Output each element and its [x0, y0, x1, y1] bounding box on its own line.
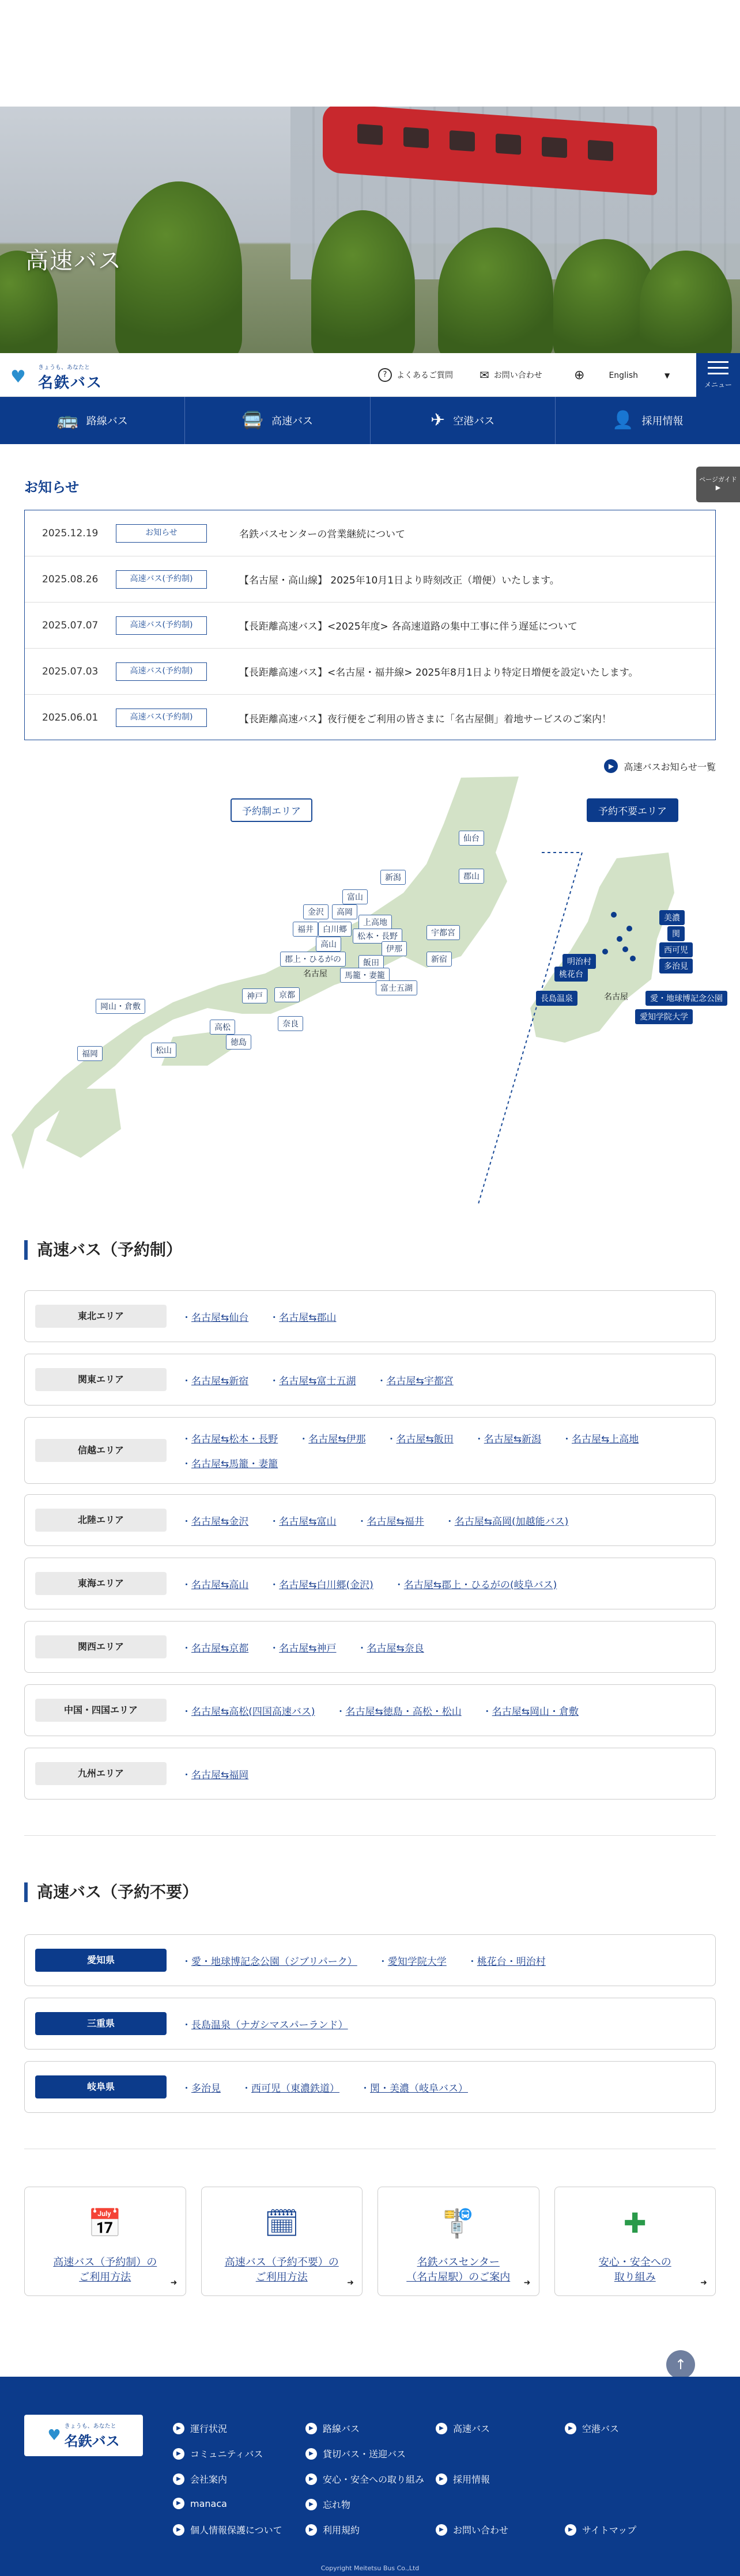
notice-row[interactable]	[25, 556, 715, 603]
map-city[interactable]: 奈良	[278, 1016, 303, 1031]
route-link[interactable]: ・ 愛知学院大学	[378, 1953, 447, 1968]
map-city[interactable]: 愛・地球博記念公園	[645, 991, 727, 1006]
map-city-nagoya: 名古屋	[303, 969, 327, 979]
route-area-row	[24, 1621, 716, 1673]
route-area-row	[24, 1998, 716, 2050]
safety-icon: ✚	[623, 2207, 647, 2240]
route-link[interactable]: ・ 名古屋⇆岡山・倉敷	[482, 1703, 579, 1718]
route-area-label: 九州エリア	[35, 1762, 167, 1785]
arrow-right-icon: ▶	[173, 2448, 184, 2460]
route-area-label-wrap	[25, 1439, 157, 1462]
notice-more-label: 高速バスお知らせ一覧	[624, 761, 716, 772]
route-area-row	[24, 1748, 716, 1800]
map-city[interactable]: 郡上・ひるがの	[280, 952, 346, 967]
map-city[interactable]: 宇都宮	[426, 925, 460, 940]
map-city[interactable]: 新潟	[380, 870, 406, 885]
route-link[interactable]: ・ 名古屋⇆福井	[357, 1513, 424, 1528]
map-city[interactable]: 桃花台	[554, 967, 588, 982]
route-link[interactable]: ・ 名古屋⇆伊那	[299, 1431, 365, 1445]
person-icon: 👤	[612, 410, 634, 430]
route-links	[157, 1577, 715, 1591]
mail-icon: ✉	[480, 368, 489, 382]
notice-date: 2025.06.01	[42, 712, 99, 723]
route-link[interactable]: ・ 多治見	[182, 2080, 221, 2094]
caret-down-icon: ▼	[665, 371, 670, 380]
arrow-right-icon: ▶	[173, 2524, 184, 2536]
nav-item-airport-bus[interactable]	[371, 397, 556, 444]
language-label: English	[609, 370, 638, 380]
route-area-label-wrap	[25, 1572, 157, 1595]
notice-row[interactable]	[25, 603, 715, 649]
route-area-row	[24, 1290, 716, 1342]
japan-map-shape	[0, 766, 740, 1204]
route-area-label: 三重県	[35, 2012, 167, 2035]
arrow-up-icon: ↑	[674, 2357, 687, 2373]
route-link[interactable]: ・ 名古屋⇆飯田	[387, 1431, 454, 1445]
map-city[interactable]: 高山	[316, 937, 341, 952]
route-area-label: 愛知県	[35, 1949, 167, 1972]
page-title: 高速バス	[25, 248, 122, 274]
site-footer	[0, 2377, 740, 2576]
map-city[interactable]: 飯田	[358, 955, 384, 970]
guide-card[interactable]	[554, 2187, 716, 2296]
footer-link-label: 忘れ物	[323, 2499, 351, 2510]
map-city[interactable]: 馬籠・妻籠	[340, 968, 390, 983]
hero-bush	[311, 210, 415, 353]
route-link[interactable]: ・ 名古屋⇆奈良	[357, 1640, 424, 1654]
nav-label: 路線バス	[86, 415, 128, 427]
route-link[interactable]: ・ 名古屋⇆富士五湖	[269, 1373, 356, 1387]
card-text: ご利用方法	[79, 2271, 131, 2283]
route-links	[157, 1373, 715, 1387]
route-links	[157, 1431, 715, 1470]
unreserved-area-label: 予約不要エリア	[587, 798, 678, 822]
footer-link[interactable]	[436, 2523, 508, 2536]
map-city[interactable]: 富士五湖	[376, 980, 417, 995]
site-logo[interactable]	[10, 362, 103, 392]
route-links	[157, 1513, 715, 1528]
map-city[interactable]: 美濃	[659, 910, 685, 925]
notice-title: 【名古屋・高山線】 2025年10月1日より時刻改正（増便）いたします。	[239, 575, 560, 586]
notice-title: 名鉄バスセンターの営業継続について	[239, 529, 405, 540]
notice-title: 【長距離高速バス】<名古屋・福井線> 2025年8月1日より特定日増便を設定いたします。	[239, 667, 639, 679]
footer-link-label: 採用情報	[453, 2474, 490, 2485]
footer-link[interactable]	[436, 2422, 490, 2435]
contact-label: お問い合わせ	[493, 371, 542, 380]
notice-date: 2025.12.19	[42, 527, 99, 539]
map-city[interactable]: 仙台	[459, 831, 484, 846]
calendar-icon: 📅	[88, 2207, 123, 2240]
route-area-label-wrap	[25, 1368, 157, 1391]
hamburger-icon	[708, 361, 728, 375]
route-area-label: 北陸エリア	[35, 1509, 167, 1532]
route-area-row	[24, 2061, 716, 2113]
route-link[interactable]: ・ 名古屋⇆神戸	[269, 1640, 336, 1654]
route-area-label-wrap	[25, 1509, 157, 1532]
footer-link-label: お問い合わせ	[453, 2525, 509, 2536]
map-city[interactable]: 高岡	[332, 904, 357, 919]
map-city[interactable]: 関	[667, 926, 685, 941]
nav-item-route-bus[interactable]	[0, 397, 185, 444]
footer-link[interactable]	[436, 2472, 490, 2486]
route-area-label-wrap	[25, 2075, 157, 2098]
hero-bush	[115, 181, 242, 353]
map-city[interactable]: 明治村	[562, 954, 596, 969]
route-links	[157, 1953, 715, 1968]
map-city[interactable]: 福井	[293, 922, 318, 937]
arrow-right-icon: ▶	[436, 2423, 447, 2434]
arrow-right-icon: ▶	[173, 2498, 184, 2509]
map-city[interactable]: 神戸	[242, 988, 267, 1003]
card-text: ご利用方法	[255, 2271, 308, 2283]
route-link[interactable]: ・ 名古屋⇆馬籠・妻籠	[182, 1456, 278, 1470]
footer-link-label: 利用規約	[323, 2525, 360, 2536]
notice-category: 高速バス(予約制)	[116, 616, 207, 635]
route-area-label-wrap	[25, 1305, 157, 1328]
footer-link-label: サイトマップ	[582, 2525, 637, 2536]
notice-category: 高速バス(予約制)	[116, 709, 207, 727]
footer-link[interactable]	[173, 2422, 227, 2435]
footer-link[interactable]	[565, 2523, 636, 2536]
footer-link-label: 安心・安全への取り組み	[323, 2474, 425, 2485]
map-city[interactable]: 多治見	[659, 959, 693, 973]
site-header	[0, 353, 740, 397]
route-link[interactable]: ・ 名古屋⇆徳島・高松・松山	[336, 1703, 462, 1718]
question-icon: ?	[378, 368, 392, 382]
footer-link-label: 会社案内	[190, 2474, 228, 2485]
route-link[interactable]: ・ 名古屋⇆金沢	[182, 1513, 248, 1528]
play-icon: ▶	[715, 484, 721, 491]
route-area-row	[24, 1494, 716, 1546]
footer-link[interactable]	[173, 2447, 263, 2460]
logo-name: 名鉄バス	[38, 374, 103, 392]
notice-date: 2025.08.26	[42, 573, 99, 585]
route-link[interactable]: ・ 名古屋⇆郡上・ひるがの(岐阜バス)	[394, 1577, 557, 1591]
hero-bush	[438, 228, 553, 353]
language-select[interactable]	[574, 368, 670, 382]
arrow-right-icon: ▶	[604, 759, 618, 773]
faq-link[interactable]	[378, 368, 453, 382]
route-link[interactable]: ・ 長島温泉（ナガシマスパーランド）	[182, 2017, 348, 2031]
route-link[interactable]: ・ 名古屋⇆宇都宮	[377, 1373, 454, 1387]
footer-link-label: 空港バス	[582, 2423, 620, 2434]
map-city[interactable]: 新宿	[426, 952, 452, 967]
arrow-right-icon: ▶	[565, 2423, 576, 2434]
map-city[interactable]: 高松	[210, 1020, 235, 1035]
route-links	[157, 1640, 715, 1654]
route-area-label-wrap	[25, 1762, 157, 1785]
nav-label: 採用情報	[641, 415, 684, 427]
footer-link[interactable]	[173, 2498, 227, 2509]
notice-row[interactable]	[25, 649, 715, 695]
map-city[interactable]: 松山	[151, 1043, 176, 1058]
guide-card[interactable]	[24, 2187, 186, 2296]
arrow-right-icon: ▶	[305, 2524, 317, 2536]
route-link[interactable]: ・ 愛・地球博記念公園（ジブリパーク）	[182, 1953, 357, 1968]
nav-label: 空港バス	[453, 415, 495, 427]
route-area-label: 中国・四国エリア	[35, 1699, 167, 1722]
arrow-right-icon: ▶	[305, 2423, 317, 2434]
notice-category: 高速バス(予約制)	[116, 570, 207, 589]
footer-link[interactable]	[305, 2422, 360, 2435]
copyright: Copyright Meitetsu Bus Co.,Ltd	[320, 2564, 420, 2572]
menu-button[interactable]	[696, 353, 740, 397]
route-link[interactable]: ・ 名古屋⇆新潟	[474, 1431, 541, 1445]
route-area-label-wrap	[25, 1635, 157, 1658]
arrow-right-icon: ▶	[436, 2473, 447, 2485]
notice-row[interactable]	[25, 695, 715, 741]
route-area-row	[24, 1417, 716, 1484]
notice-date: 2025.07.07	[42, 619, 99, 631]
route-link[interactable]: ・ 名古屋⇆高松(四国高速バス)	[182, 1703, 315, 1718]
arrow-icon: ➜	[700, 2278, 707, 2287]
route-link[interactable]: ・ 名古屋⇆松本・長野	[182, 1431, 278, 1445]
notice-title: 【長距離高速バス】夜行便をご利用の皆さまに「名古屋側」着地サービスのご案内！	[239, 713, 611, 725]
divider	[24, 1835, 716, 1836]
footer-link-label: 高速バス	[453, 2423, 490, 2434]
nav-item-recruit[interactable]	[556, 397, 740, 444]
footer-link-label: 個人情報保護について	[190, 2525, 282, 2536]
map-city[interactable]: 徳島	[226, 1035, 251, 1050]
route-link[interactable]: ・ 名古屋⇆高山	[182, 1577, 248, 1591]
arrow-icon: ➜	[523, 2278, 531, 2287]
logo-tagline: きょうも、あなたと	[38, 365, 90, 371]
map-city[interactable]: 富山	[342, 889, 368, 904]
route-area-label: 関東エリア	[35, 1368, 167, 1391]
route-links	[157, 2017, 715, 2031]
arrow-right-icon: ▶	[173, 2473, 184, 2485]
map-city[interactable]: 長島温泉	[536, 991, 577, 1006]
nav-item-highway-bus[interactable]	[185, 397, 370, 444]
coach-icon: 🚍	[241, 410, 264, 430]
map-city[interactable]: 白川郷	[318, 922, 352, 937]
arrow-right-icon: ▶	[436, 2524, 447, 2536]
route-links	[157, 1703, 715, 1718]
route-link[interactable]: ・ 名古屋⇆福岡	[182, 1767, 248, 1781]
map-city[interactable]: 福岡	[77, 1046, 103, 1061]
route-link[interactable]: ・ 桃花台・明治村	[467, 1953, 546, 1968]
route-area-label: 信越エリア	[35, 1439, 167, 1462]
reserved-area-label: 予約制エリア	[231, 798, 312, 822]
route-link[interactable]: ・ 名古屋⇆郡山	[269, 1309, 336, 1324]
map-city[interactable]: 上高地	[358, 915, 392, 930]
route-area-label: 関西エリア	[35, 1635, 167, 1658]
footer-logo-tagline: きょうも、あなたと	[64, 2423, 116, 2430]
card-text: 安心・安全への	[598, 2256, 671, 2268]
route-area-label-wrap	[25, 2012, 157, 2035]
map-city-nagoya: 名古屋	[604, 992, 628, 1002]
arrow-icon: ➜	[170, 2278, 178, 2287]
not-required-icon: 🗓	[264, 2207, 300, 2240]
footer-link-label: コミュニティバス	[190, 2449, 263, 2460]
logo-heart-icon: ♥	[47, 2427, 61, 2444]
route-area-label: 岐阜県	[35, 2075, 167, 2098]
route-area-label-wrap	[25, 1949, 157, 1972]
route-link[interactable]: ・ 名古屋⇆仙台	[182, 1309, 248, 1324]
notice-heading: お知らせ	[24, 479, 80, 495]
footer-link[interactable]	[173, 2472, 227, 2486]
notice-category: お知らせ	[116, 524, 207, 543]
map-city[interactable]: 西可児	[659, 942, 693, 957]
page-guide-button[interactable]	[696, 467, 740, 502]
arrow-right-icon: ▶	[305, 2448, 317, 2460]
route-area-label-wrap	[25, 1699, 157, 1722]
footer-link-label: 貸切バス・送迎バス	[323, 2449, 406, 2460]
route-link[interactable]: ・ 名古屋⇆白川郷(金沢)	[269, 1577, 373, 1591]
map-city[interactable]: 郡山	[459, 869, 484, 884]
arrow-icon: ➜	[347, 2278, 354, 2287]
route-link[interactable]: ・ 名古屋⇆上高地	[562, 1431, 639, 1445]
route-area-row	[24, 1684, 716, 1736]
logo-heart-icon: ♥	[10, 367, 26, 387]
reserved-heading: 高速バス（予約制）	[24, 1240, 182, 1260]
footer-link-label: manaca	[190, 2498, 227, 2509]
guide-cards	[24, 2187, 716, 2296]
arrow-right-icon: ▶	[305, 2499, 317, 2510]
route-links	[157, 1767, 715, 1781]
route-links	[157, 1309, 715, 1324]
footer-link-label: 運行状況	[190, 2423, 228, 2434]
global-nav	[0, 397, 740, 444]
notice-list	[24, 510, 716, 740]
map-city[interactable]: 岡山・倉敷	[96, 999, 145, 1014]
footer-link[interactable]	[305, 2447, 406, 2460]
route-link[interactable]: ・ 名古屋⇆高岡(加越能バス)	[445, 1513, 569, 1528]
card-text: 取り組み	[614, 2271, 656, 2283]
map-city[interactable]: 松本・長野	[353, 929, 402, 944]
guide-card[interactable]	[201, 2187, 363, 2296]
hero-bush	[640, 251, 732, 353]
footer-logo-name: 名鉄バス	[64, 2433, 120, 2449]
guide-card[interactable]	[377, 2187, 539, 2296]
route-area-row	[24, 1934, 716, 1986]
hero-banner	[0, 107, 740, 353]
map-city[interactable]: 京都	[274, 987, 300, 1002]
nav-label: 高速バス	[271, 415, 314, 427]
unreserved-heading: 高速バス（予約不要）	[24, 1882, 198, 1902]
card-text: 名鉄バスセンター	[417, 2256, 500, 2268]
map-city[interactable]: 伊那	[382, 941, 407, 956]
route-area-label: 東北エリア	[35, 1305, 167, 1328]
card-text: 高速バス（予約不要）の	[224, 2256, 339, 2268]
back-to-top-button[interactable]	[666, 2350, 695, 2379]
footer-link[interactable]	[305, 2498, 350, 2511]
footer-link[interactable]	[565, 2422, 619, 2435]
map-city[interactable]: 金沢	[303, 904, 329, 919]
route-links	[157, 2080, 715, 2094]
bus-icon: 🚌	[56, 410, 78, 430]
arrow-right-icon: ▶	[565, 2524, 576, 2536]
route-link[interactable]: ・ 名古屋⇆京都	[182, 1640, 248, 1654]
notice-date: 2025.07.03	[42, 665, 99, 677]
card-text: （名古屋駅）のご案内	[406, 2271, 511, 2283]
route-area-label: 東海エリア	[35, 1572, 167, 1595]
notice-row[interactable]	[25, 510, 715, 556]
footer-link[interactable]	[305, 2523, 360, 2536]
route-link[interactable]: ・ 名古屋⇆新宿	[182, 1373, 248, 1387]
footer-logo[interactable]	[24, 2415, 143, 2456]
route-link[interactable]: ・ 名古屋⇆富山	[269, 1513, 336, 1528]
route-map	[0, 766, 740, 1204]
footer-link[interactable]	[173, 2523, 282, 2536]
globe-icon: ⊕	[574, 368, 585, 382]
route-link[interactable]: ・ 関・美濃（岐阜バス）	[360, 2080, 468, 2094]
route-link[interactable]: ・ 西可児（東濃鉄道）	[241, 2080, 339, 2094]
route-area-row	[24, 1354, 716, 1406]
route-area-row	[24, 1558, 716, 1609]
footer-link[interactable]	[305, 2472, 424, 2486]
page-guide-label: ページガイド	[699, 476, 737, 483]
bus-stop-icon: 🚏	[441, 2207, 476, 2240]
card-text: 高速バス（予約制）の	[53, 2256, 157, 2268]
notice-title: 【長距離高速バス】<2025年度> 各高速道路の集中工事に伴う遅延について	[239, 621, 577, 632]
footer-link-label: 路線バス	[323, 2423, 360, 2434]
map-city[interactable]: 愛知学院大学	[635, 1009, 693, 1024]
faq-label: よくあるご質問	[397, 371, 453, 380]
arrow-right-icon: ▶	[173, 2423, 184, 2434]
notice-category: 高速バス(予約制)	[116, 662, 207, 681]
menu-label: メニュー	[704, 381, 732, 389]
airplane-icon: ✈	[431, 410, 445, 430]
arrow-right-icon: ▶	[305, 2473, 317, 2485]
contact-link[interactable]	[480, 368, 542, 382]
